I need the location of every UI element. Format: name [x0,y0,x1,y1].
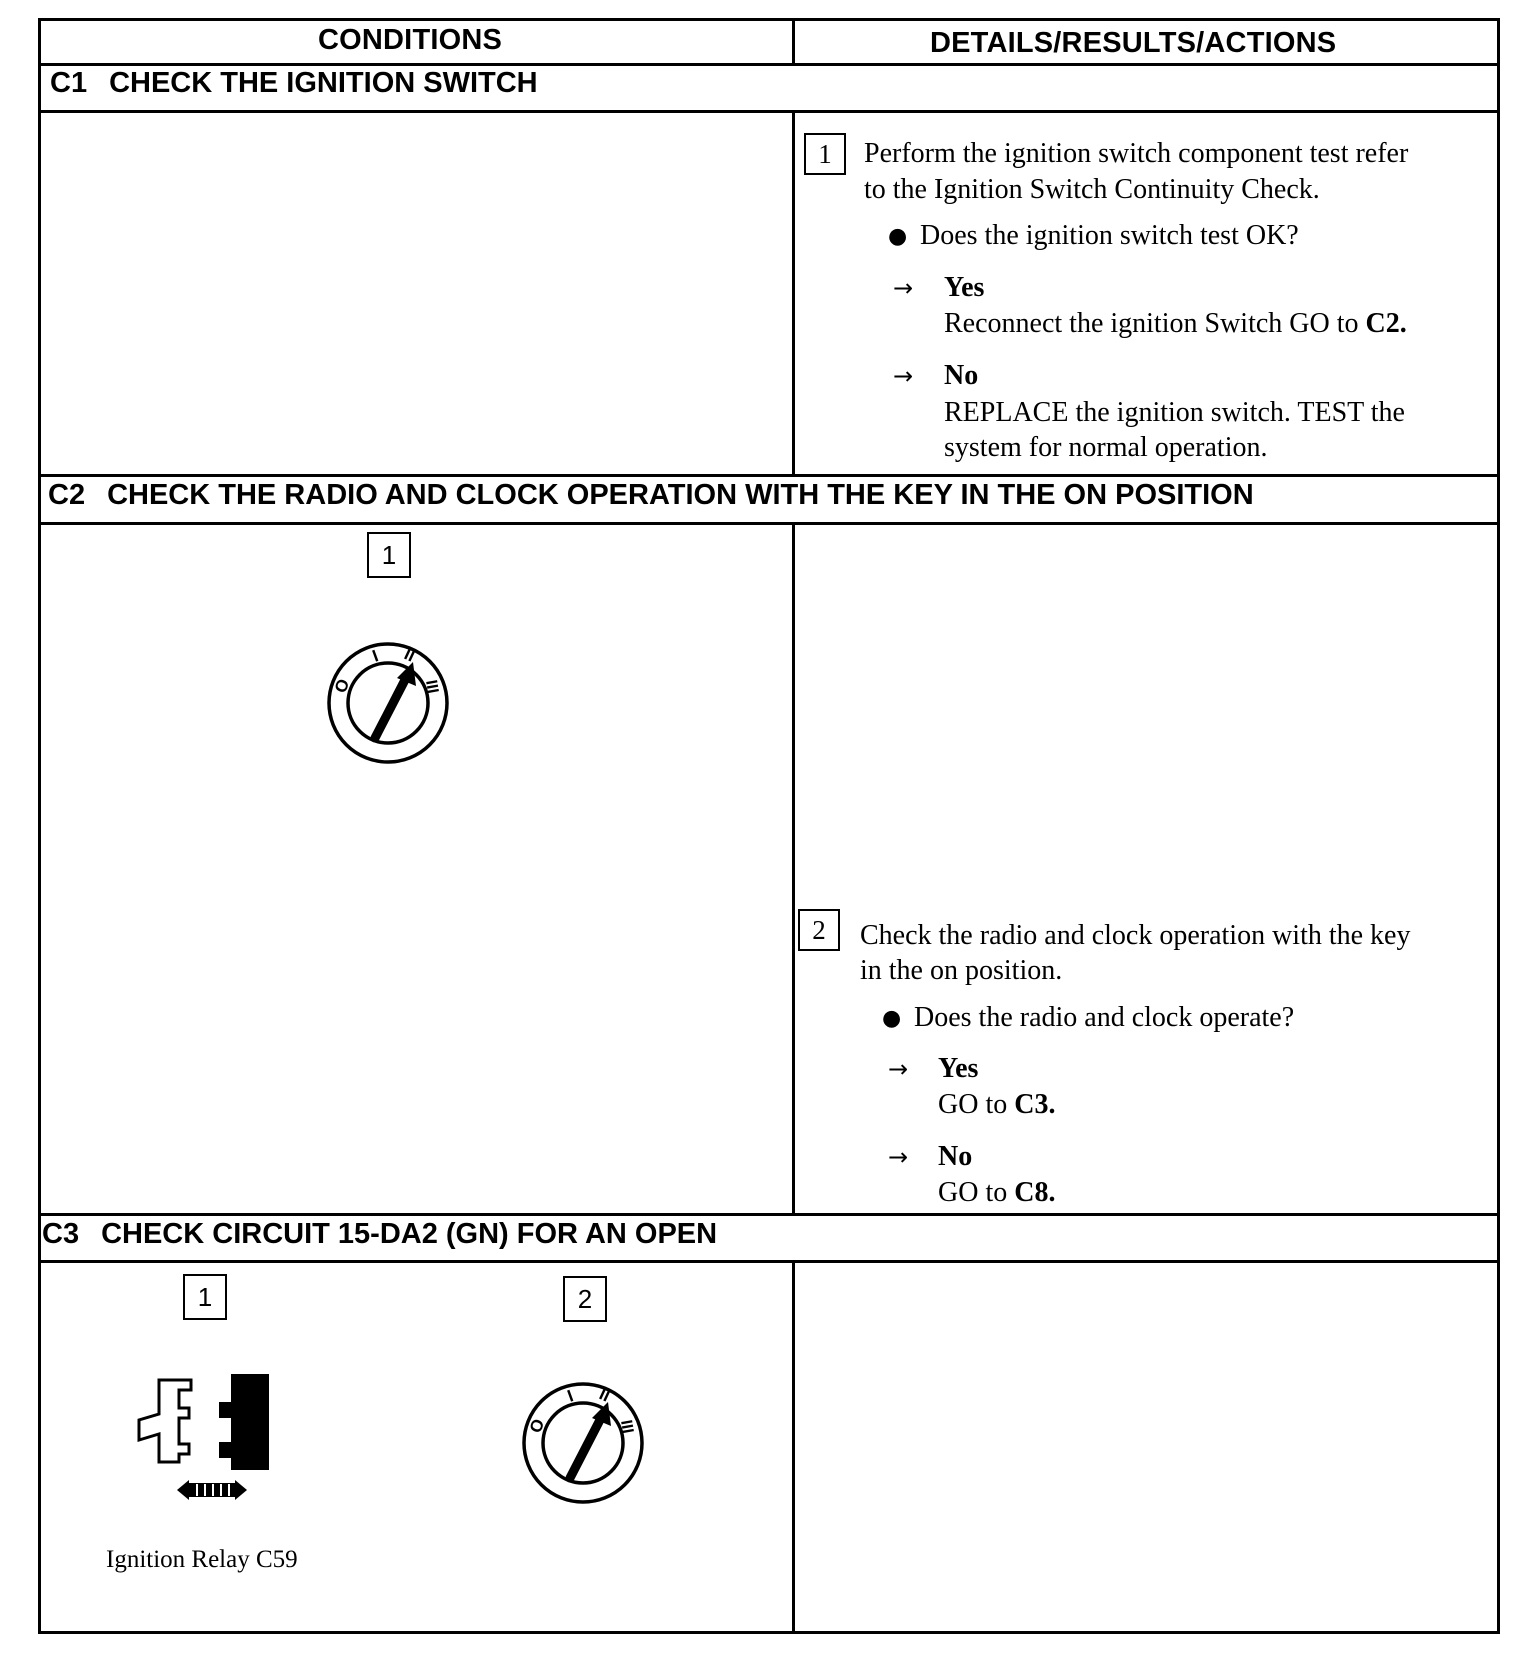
column-divider [792,18,795,1634]
header-divider [38,63,1500,66]
right-arrow-icon: → [893,274,914,302]
c3-title [42,1218,717,1251]
c1-yes-ref: C2. [1365,308,1407,339]
dial-pos-1: I [564,1386,576,1406]
c1-yes-result [944,306,1407,341]
c1-code: C1 [50,67,88,99]
c1-yes-text: Reconnect the ignition Switch GO to [944,308,1366,339]
relay-caption: Ignition Relay C59 [106,1546,298,1573]
right-arrow-icon: → [888,1143,909,1171]
bullet-icon: ● [882,1006,902,1031]
title-bar-mask [790,1216,798,1260]
c1-no-label: No [944,360,979,391]
ignition-key-dial-icon [323,638,453,768]
right-arrow-icon: → [893,362,914,390]
c2-no-label: No [938,1141,973,1172]
c1-no-line2: system for normal operation. [944,432,1268,463]
details-header: DETAILS/RESULTS/ACTIONS [930,27,1337,59]
dial-pos-2: II [596,1384,613,1406]
c2-step-line2: in the on position. [860,955,1063,986]
c1-yes-label: Yes [944,272,985,303]
c3-top-divider [38,1213,1500,1216]
c2-title-divider [38,522,1500,525]
c1-title [50,67,538,100]
ignition-key-dial-icon [518,1378,648,1508]
c2-question: Does the radio and clock operate? [914,1002,1295,1033]
c2-code: C2 [48,479,86,511]
c2-step-line1: Check the radio and clock operation with the key [860,920,1411,951]
c2-no-result [938,1175,1055,1210]
c1-step-line2: to the Ignition Switch Continuity Check. [864,174,1320,205]
c1-step-line1: Perform the ignition switch component test refer [864,138,1409,169]
conditions-header: CONDITIONS [318,24,503,56]
c2-yes-result [938,1087,1055,1122]
relay-connector-icon [133,1374,273,1514]
dial-pos-0: O [525,1416,549,1436]
c2-top-divider [38,474,1500,477]
dial-pos-3: III [422,678,442,695]
c2-title [48,479,1254,512]
c2-step-number: 2 [798,909,840,951]
c2-title-text: CHECK THE RADIO AND CLOCK OPERATION WITH THE KEY IN THE ON POSITION [107,479,1254,511]
c1-step-number: 1 [804,133,846,175]
c1-question: Does the ignition switch test OK? [920,220,1299,251]
c3-code: C3 [42,1218,80,1250]
c3-figure2-number: 2 [563,1276,607,1322]
c2-yes-text: GO to [938,1089,1015,1120]
title-bar-mask [790,66,798,110]
bullet-icon: ● [888,224,908,249]
dial-pos-0: O [330,676,354,696]
c1-title-text: CHECK THE IGNITION SWITCH [109,67,538,99]
c3-title-text: CHECK CIRCUIT 15-DA2 (GN) FOR AN OPEN [101,1218,718,1250]
c1-title-divider [38,110,1500,113]
c2-figure-number: 1 [367,532,411,578]
dial-pos-2: II [401,644,418,666]
c2-no-ref: C8. [1014,1177,1056,1208]
dial-pos-3: III [617,1418,637,1435]
right-arrow-icon: → [888,1055,909,1083]
c2-yes-ref: C3. [1014,1089,1056,1120]
c2-no-text: GO to [938,1177,1015,1208]
c3-title-divider [38,1260,1500,1263]
dial-pos-1: I [369,646,381,666]
c3-figure1-number: 1 [183,1274,227,1320]
c1-no-line1: REPLACE the ignition switch. TEST the [944,397,1405,428]
c2-yes-label: Yes [938,1053,979,1084]
